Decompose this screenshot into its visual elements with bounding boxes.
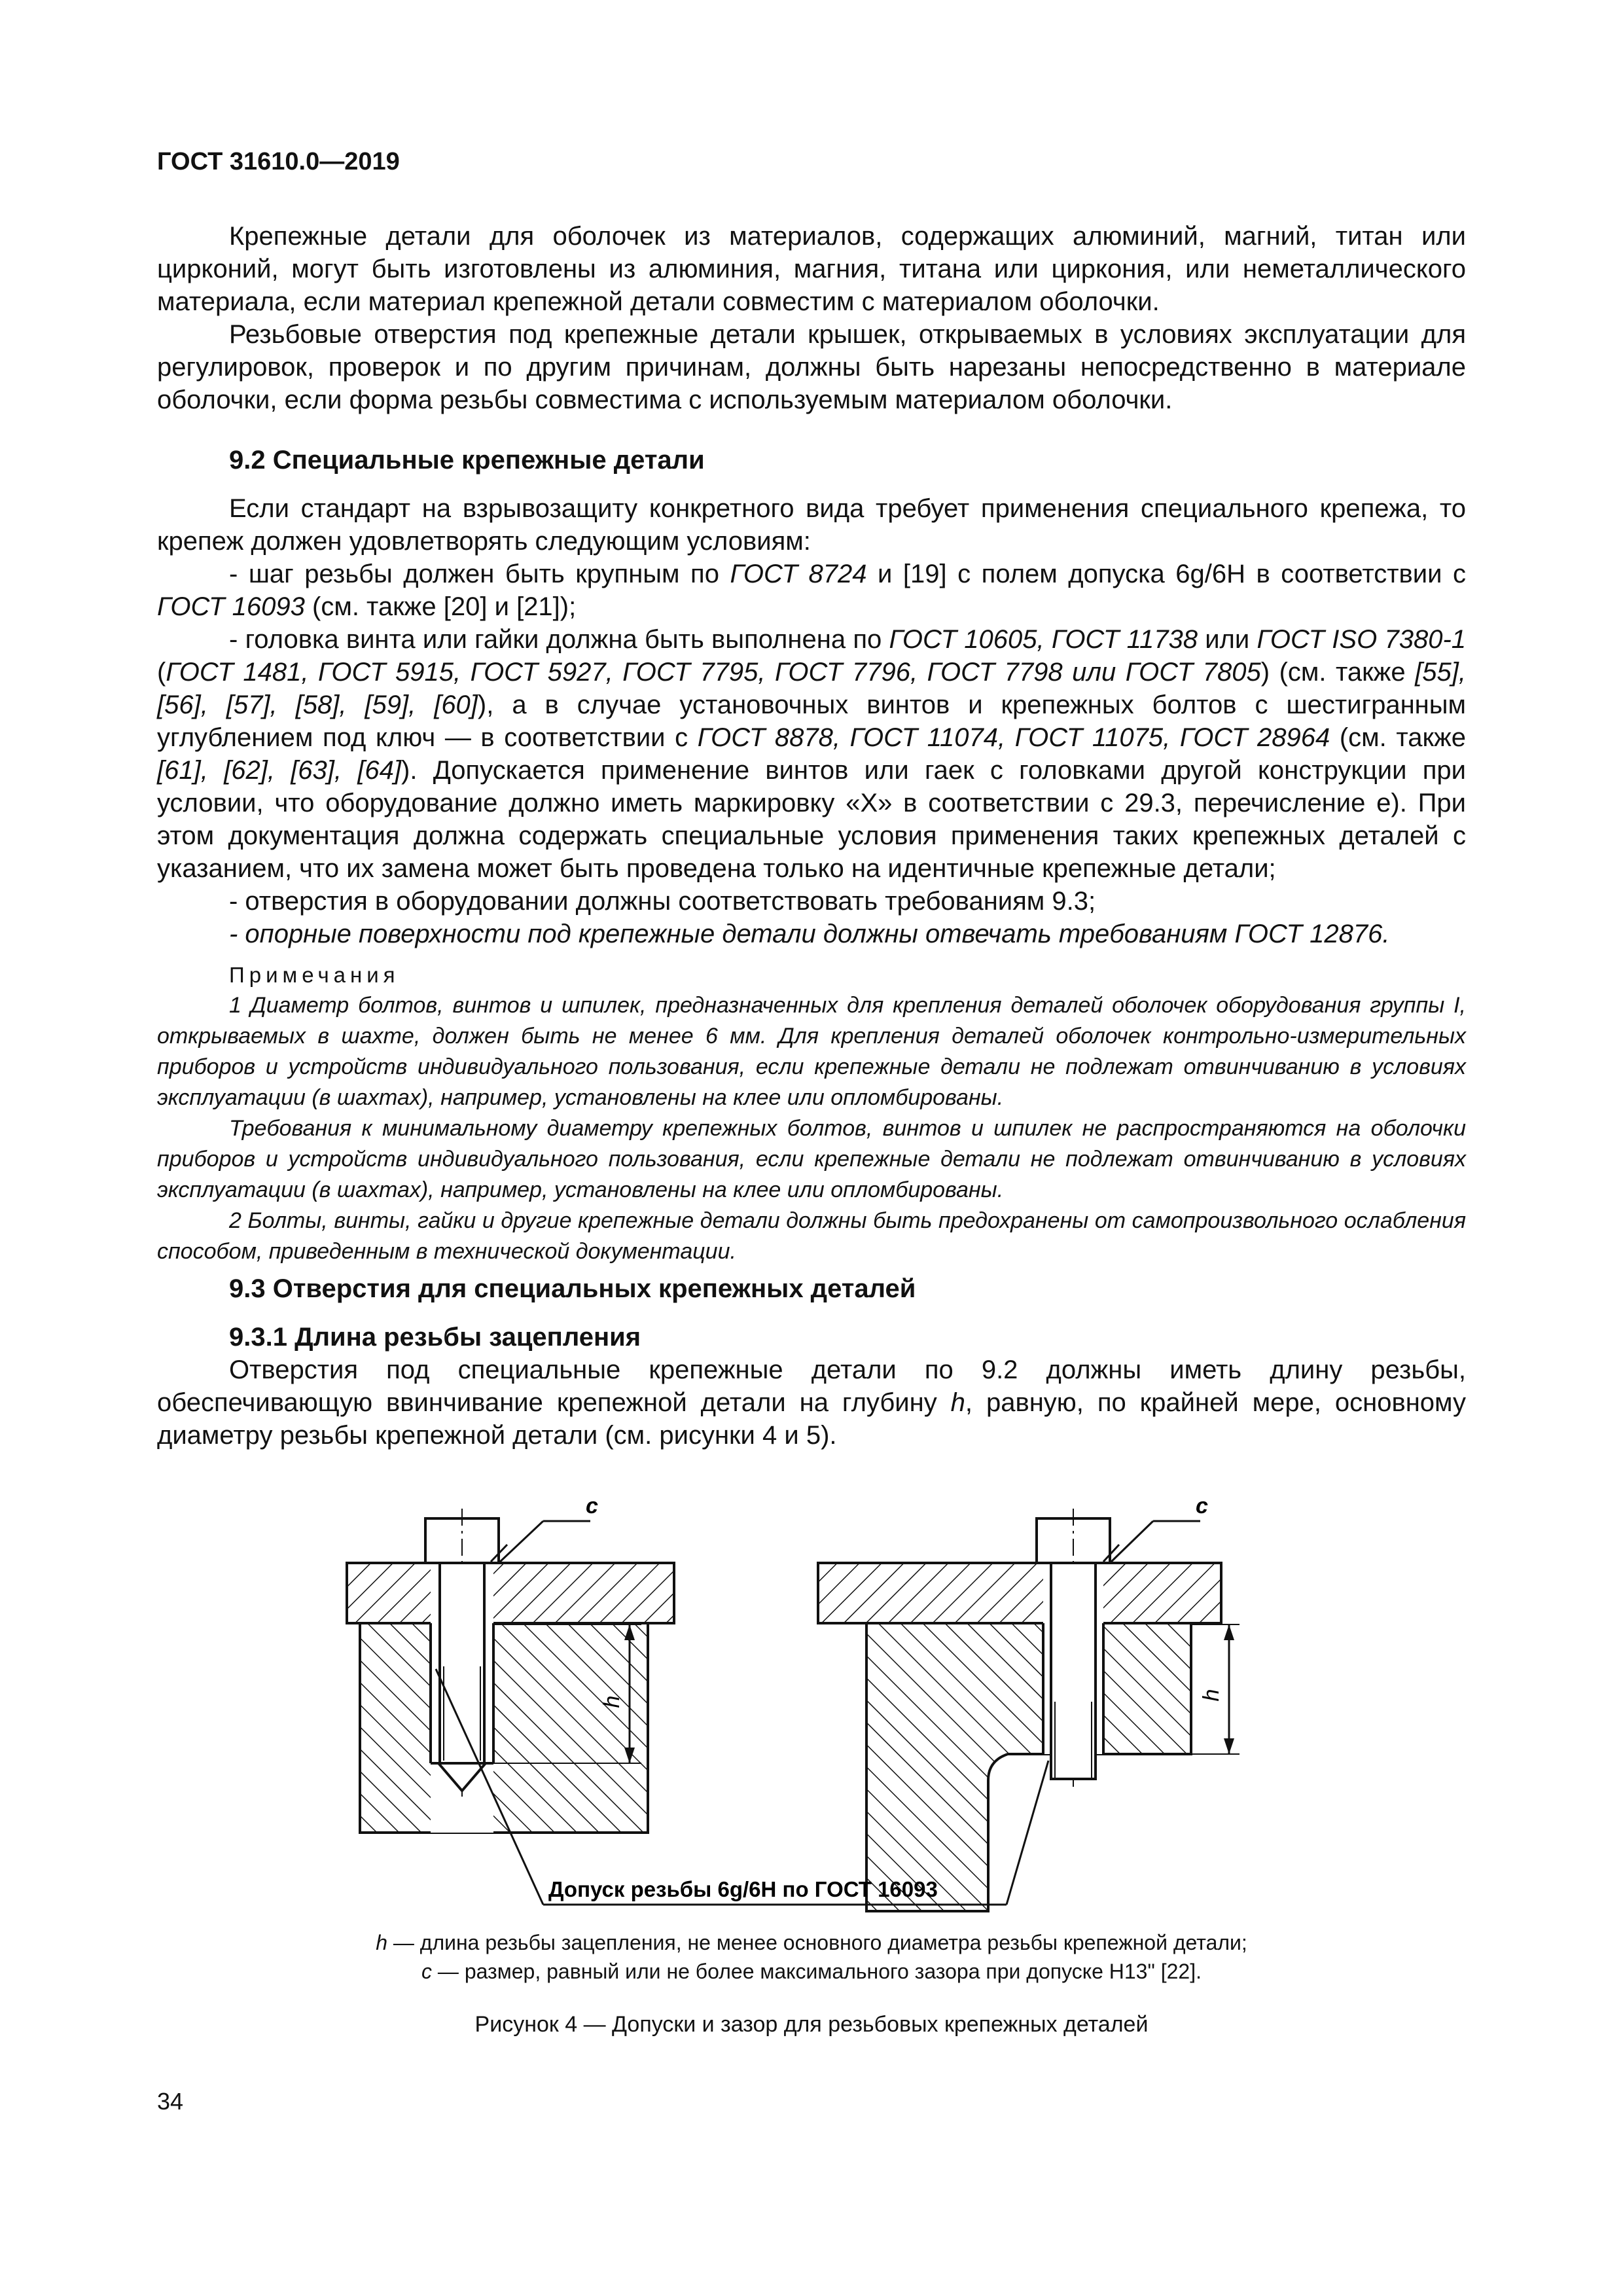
left-assembly [347, 1494, 674, 1833]
left-h-label: h [599, 1695, 624, 1708]
left-body [360, 1623, 648, 1833]
list-item: - головка винта или гайки должна быть выполнена по ГОСТ 10605, ГОСТ 11738 или ГОСТ ISO 7380-1 (ГОСТ 1481, ГОСТ 5915, ГОСТ 5927, ГОСТ 7795, ГОСТ 7796, ГОСТ 7798 или ГОСТ 7805) (см. также [55], [56], [57], [58], [59], [60]), а в случае установочных винтов и крепежных болтов с шестигранным углублением под ключ — в соответствии с ГОСТ 8878, ГОСТ 11074, ГОСТ 11075, ГОСТ 28964 (см. также [61], [62], [63], [64]). Допускается применение винтов или гаек с головками другой конструкции при условии, что оборудование должно иметь маркировку «Х» в соответствии с 29.3, перечисление е). При этом документация должна содержать специальные условия применения таких крепежных деталей с указанием, что их замена может быть проведена только на идентичные крепежные детали; [157, 625, 1467, 883]
right-assembly [818, 1494, 1240, 1911]
legend-line-h: h — длина резьбы зацепления, не менее основного диаметра резьбы крепежной детали; [376, 1931, 1247, 1954]
right-h-label: h [1199, 1689, 1224, 1702]
legend-line-c: c — размер, равный или не более максимального зазора при допуске H13" [22]. [421, 1960, 1202, 1983]
right-body [866, 1623, 1191, 1911]
notes-block [157, 960, 1466, 1267]
figure-4-diagram [327, 1473, 1243, 1924]
left-bolt-shank [440, 1563, 484, 1763]
tolerance-label: Допуск резьбы 6g/6H по ГОСТ 16093 [548, 1877, 938, 1901]
right-cover-plate [818, 1563, 1221, 1623]
document-header: ГОСТ 31610.0—2019 [157, 148, 400, 175]
page-number: 34 [157, 2088, 184, 2115]
subsection-heading: 9.3.1 Длина резьбы зацепления [229, 1323, 641, 1352]
figure-caption: Рисунок 4 — Допуски и зазор для резьбовых крепежных деталей [474, 2012, 1149, 2037]
paragraph: Крепежные детали для оболочек из материалов, содержащих алюминий, магний, титан или цирконий, могут быть изготовлены из алюминия, магния, титана или циркония, или неметаллического материала, если материал крепежной детали совместим с материалом оболочки. [157, 222, 1466, 316]
notes-title: Примечания [229, 963, 400, 987]
note: 1 Диаметр болтов, винтов и шпилек, предназначенных для крепления деталей оболочек оборудования группы I, открываемых в шахте, должен быть не менее 6 мм. Для крепления деталей оболочек контрольно-измерительных приборов и устройств индивидуального пользования, если крепежные детали не подлежат отвинчиванию в условиях эксплуатации (в шахтах), например, установлены на клее или опломбированы. [157, 993, 1466, 1110]
right-bolt-shank [1051, 1563, 1096, 1779]
right-c-label: c [1196, 1494, 1208, 1518]
section-9-2 [157, 444, 1466, 1267]
left-c-label: c [586, 1494, 598, 1518]
intro-text [157, 220, 1466, 416]
paragraph: Отверстия под специальные крепежные детали по 9.2 должны иметь длину резьбы, обеспечивающую ввинчивание крепежной детали на глубину h, равную, по крайней мере, основному диаметру резьбы крепежной детали (см. рисунки 4 и 5). [157, 1355, 1466, 1450]
list-item: - шаг резьбы должен быть крупным по ГОСТ 8724 и [19] с полем допуска 6g/6H в соответствии с ГОСТ 16093 (см. также [20] и [21]); [157, 560, 1466, 621]
note: 2 Болты, винты, гайки и другие крепежные детали должны быть предохранены от самопроизвольного ослабления способом, приведенным в технической документации. [157, 1208, 1466, 1264]
left-cover-plate [347, 1563, 674, 1623]
list-item: - опорные поверхности под крепежные детали должны отвечать требованиям ГОСТ 12876. [229, 920, 1390, 948]
figure-legend [157, 1928, 1466, 1986]
paragraph: Если стандарт на взрывозащиту конкретного вида требует применения специального крепежа, то крепеж должен удовлетворять следующим условиям: [157, 494, 1466, 556]
section-heading: 9.3 Отверстия для специальных крепежных деталей [229, 1274, 916, 1303]
section-9-3 [157, 1272, 1466, 1452]
paragraph: Резьбовые отверстия под крепежные детали крышек, открываемых в условиях эксплуатации для регулировок, проверок и по другим причинам, должны быть нарезаны непосредственно в материале оболочки, если форма резьбы совместима с используемым материалом оболочки. [157, 320, 1466, 414]
list-item: - отверстия в оборудовании должны соответствовать требованиям 9.3; [229, 887, 1096, 916]
section-heading: 9.2 Специальные крепежные детали [229, 446, 705, 475]
note: Требования к минимальному диаметру крепежных болтов, винтов и шпилек не распространяются на оболочки приборов и устройств индивидуального пользования, если крепежные детали не подлежат отвинчиванию в условиях эксплуатации (в шахтах), например, установлены на клее или опломбированы. [157, 1116, 1466, 1202]
